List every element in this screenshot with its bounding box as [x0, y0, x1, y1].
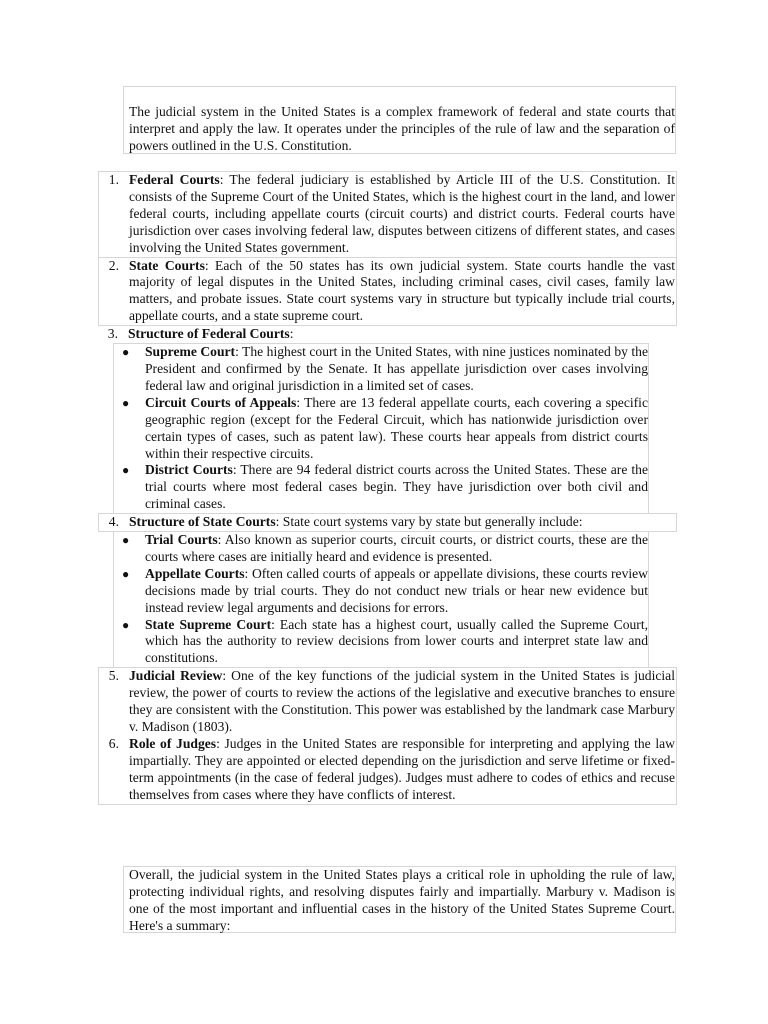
sub-item-circuit-courts — [114, 395, 648, 463]
bullet-icon: ● — [122, 463, 130, 478]
intro-paragraph-box — [123, 86, 676, 154]
intro-paragraph: The judicial system in the United States is a complex framework of federal and state courts that interpret and apply the law. It operates under the principles of the rule of law and the separation of powers outlined in the U.S. Constitution. — [129, 104, 675, 153]
item-body: : Each of the 50 states has its own judicial system. State courts handle the vast majority of legal disputes in the United States, including criminal cases, civil cases, family law matters, and probate issues. State court systems vary in structure but typically include trial courts, appellate courts, and a state supreme court. — [129, 257, 675, 324]
item-title: Role of Judges — [129, 735, 217, 751]
sub-item-text — [145, 566, 648, 617]
item-body: : One of the key functions of the judicial system in the United States is judicial review, the power of courts to review the actions of the legislative and executive branches to ensure they are consistent with the Constitution. This power was established by the landmark case Marbury v. Madison (1803). — [129, 668, 675, 734]
list-item-state-courts — [98, 258, 677, 327]
item-number: 1. — [108, 172, 119, 187]
list-item-judicial-review — [99, 668, 676, 736]
sub-item-body: : There are 94 federal district courts across the United States. These are the trial courts where most federal cases begin. They have jurisdiction over both civil and criminal cases. — [145, 462, 648, 512]
sub-item-body: : The highest court in the United States, with nine justices nominated by the President and confirmed by the Senate. It has appellate jurisdiction over cases involving federal law and original jurisdiction in a limited set of cases. — [145, 344, 648, 393]
item-number: 3. — [107, 326, 118, 342]
numbered-list — [98, 171, 677, 805]
bullet-icon: ● — [122, 533, 130, 548]
item-text — [129, 258, 676, 326]
sub-item-title: State Supreme Court — [145, 616, 272, 632]
item-text — [129, 736, 676, 804]
item-body: : The federal judiciary is established by Article III of the U.S. Constitution. It consists of the Supreme Court of the United States, which is the highest court in the land, and lower federal courts, including appellate courts (circuit courts) and district courts. Federal courts have jurisdiction over cases involving federal law, disputes between citizens of different states, and cases involving the United States government. — [129, 172, 675, 255]
item-number: 5. — [108, 668, 119, 684]
sub-item-title: Appellate Courts — [145, 565, 245, 581]
sub-item-title: District Courts — [145, 462, 233, 478]
sub-item-supreme-court — [114, 344, 648, 395]
sub-item-text — [145, 395, 648, 463]
bullet-icon: ● — [122, 566, 130, 581]
outro-paragraph: Overall, the judicial system in the United States plays a critical role in upholding the rule of law, protecting individual rights, and resolving disputes fairly and impartially. Marbury v. Madison is one of the most important and influential cases in the history of the United States Supreme Court. Here's a summary: — [129, 867, 675, 933]
item-title: Structure of State Courts — [129, 514, 276, 530]
sub-item-district-courts — [114, 462, 648, 513]
bullet-icon: ● — [122, 617, 130, 632]
item-title: Federal Courts — [129, 172, 220, 187]
sub-item-body: : There are 13 federal appellate courts, each covering a specific geographic region (except for the Federal Circuit, which has nationwide jurisdiction over certain types of cases, such as patent law). These courts hear appeals from district courts within their respective circuits. — [145, 394, 648, 461]
bullet-icon: ● — [122, 345, 130, 360]
item-number: 6. — [108, 735, 119, 751]
sub-item-title: Circuit Courts of Appeals — [145, 394, 297, 410]
sub-item-text — [145, 617, 648, 668]
item-text — [128, 326, 677, 343]
item-number: 2. — [108, 257, 119, 273]
item-text — [129, 668, 676, 736]
sub-item-title: Trial Courts — [145, 532, 218, 548]
item-text — [129, 172, 676, 257]
item-number: 4. — [108, 514, 119, 530]
item-title: Structure of Federal Courts — [128, 326, 290, 342]
list-item-structure-federal-courts — [98, 326, 677, 343]
sub-item-trial-courts — [114, 532, 648, 566]
sub-item-body: : Also known as superior courts, circuit courts, or district courts, these are the courts where cases are initially heard and evidence is presented. — [145, 532, 648, 564]
sub-item-text — [145, 462, 648, 513]
sub-item-text — [145, 532, 648, 566]
item-body: : State court systems vary by state but generally include: — [275, 514, 583, 530]
bullet-icon: ● — [122, 395, 130, 410]
item-title: Judicial Review — [129, 668, 223, 684]
sub-item-state-supreme-court — [114, 617, 648, 668]
item-text — [129, 514, 676, 531]
list-item-structure-state-courts — [98, 513, 677, 532]
sub-item-body: : Often called courts of appeals or appellate divisions, these courts review decisions made by trial courts. They do not conduct new trials or hear new evidence but instead review legal arguments and decisions for errors. — [145, 565, 648, 615]
sub-item-text — [145, 344, 648, 395]
sub-item-title: Supreme Court — [145, 344, 236, 360]
item-body: : Judges in the United States are responsible for interpreting and applying the law impartially. They are appointed or elected depending on the jurisdiction and serve lifetime or fixed-term appointments (in the case of federal judges). Judges must adhere to codes of ethics and recuse themselves from cases where they have conflicts of interest. — [129, 735, 675, 802]
sub-item-body: : Each state has a highest court, usually called the Supreme Court, which has the authority to review decisions from lower courts and interpret state law and constitutions. — [145, 616, 648, 666]
list-item-role-of-judges — [99, 736, 676, 804]
list-items-box-5-6 — [98, 667, 677, 804]
item-title: State Courts — [129, 257, 205, 273]
outro-paragraph-box — [123, 866, 676, 933]
list-item-federal-courts — [98, 171, 677, 258]
sub-item-appellate-courts — [114, 566, 648, 617]
state-courts-sublist — [113, 532, 649, 667]
federal-courts-sublist — [113, 343, 649, 513]
item-body: : — [289, 326, 294, 342]
